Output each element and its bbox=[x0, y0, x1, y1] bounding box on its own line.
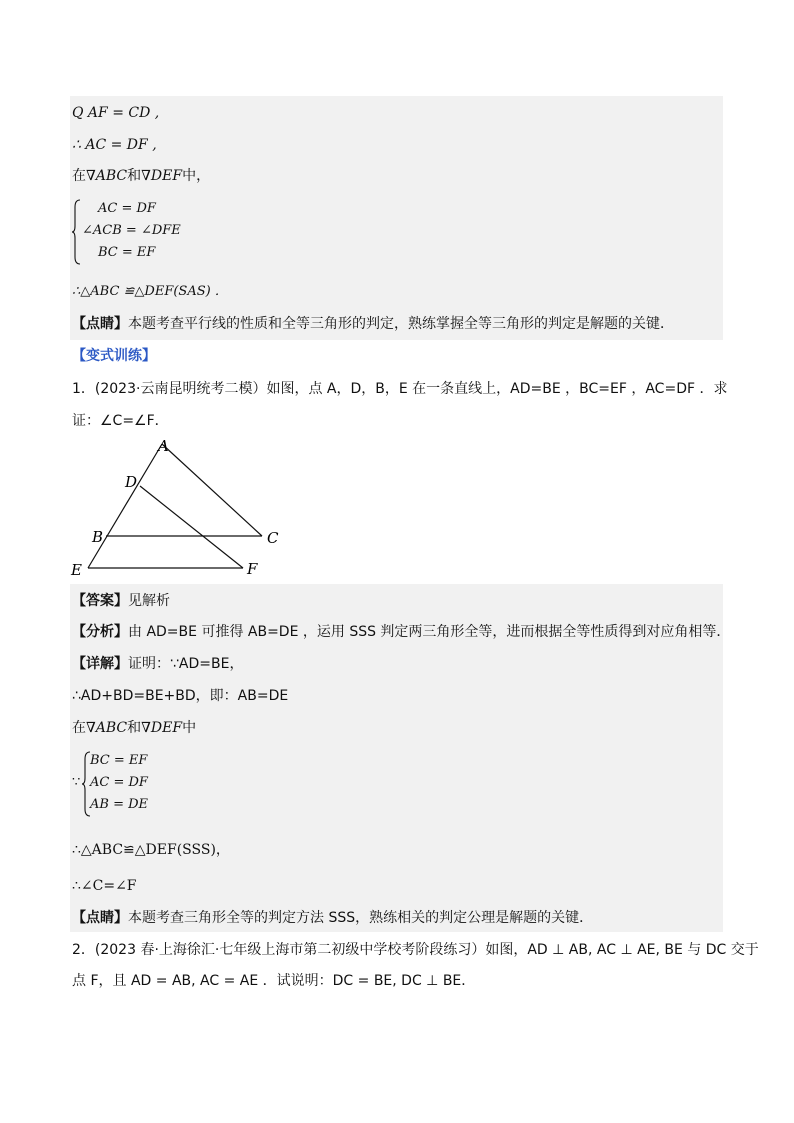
step-af-cd: Q AF = CD , bbox=[72, 105, 160, 121]
conclusion-angle: ∴∠C=∠F bbox=[72, 878, 137, 894]
q1-line2: 证：∠C=∠F． bbox=[72, 413, 169, 429]
equation-system-1 bbox=[72, 197, 272, 269]
equation-system-2 bbox=[72, 749, 272, 821]
step-ab-de: ∴AD+BD=BE+BD，即：AB=DE bbox=[72, 688, 289, 704]
q2-line1: 2．(2023 春·上海徐汇·七年级上海市第二初级中学校考阶段练习）如图，AD ⊥ AB, AC ⊥ AE, BE 与 DC 交于 bbox=[72, 942, 759, 958]
step-ac-df: ∴ AC = DF , bbox=[72, 137, 157, 153]
analysis-text: 由 AD=BE 可推得 AB=DE ，运用 SSS 判定两三角形全等，进而根据全等性质得到对应角相等． bbox=[128, 624, 731, 640]
note-1-text: 本题考查平行线的性质和全等三角形的判定，熟练掌握全等三角形的判定是解题的关键． bbox=[128, 316, 674, 332]
system2-row3: AB = DE bbox=[90, 797, 149, 812]
label-c: C bbox=[267, 529, 279, 547]
detail-line bbox=[72, 654, 722, 674]
note-2-text: 本题考查三角形全等的判定方法 SSS，熟练相关的判定公理是解题的关键． bbox=[128, 910, 594, 926]
q2-line2: 点 F，且 AD = AB, AC = AE ．试说明：DC = BE, DC ⊥ BE． bbox=[72, 973, 476, 989]
step-in-triangles-2: 在∇ABC和∇DEF中 bbox=[72, 720, 197, 736]
label-f: F bbox=[247, 560, 258, 578]
because-symbol: ∵ bbox=[72, 775, 81, 790]
brace-1 bbox=[72, 199, 82, 265]
answer-line bbox=[72, 591, 722, 611]
system1-row3: BC = EF bbox=[98, 245, 156, 260]
note-2-tag: 【点睛】 bbox=[72, 910, 128, 926]
system2-row1: BC = EF bbox=[90, 753, 148, 768]
answer-tag: 【答案】 bbox=[72, 593, 128, 609]
segment-ae bbox=[88, 444, 162, 568]
system2-row2: AC = DF bbox=[90, 775, 148, 790]
triangle-figure bbox=[68, 436, 288, 582]
conclusion-sas: ∴△ABC ≌△DEF(SAS) ． bbox=[72, 284, 228, 299]
detail-tag: 【详解】 bbox=[72, 656, 128, 672]
analysis-tag: 【分析】 bbox=[72, 624, 128, 640]
step-in-triangles: 在∇ABC和∇DEF中， bbox=[72, 168, 211, 184]
conclusion-sss: ∴△ABC≌△DEF(SSS)， bbox=[72, 842, 230, 858]
system1-row1: AC = DF bbox=[98, 201, 156, 216]
analysis-line bbox=[72, 622, 731, 642]
variant-heading: 【变式训练】 bbox=[72, 348, 156, 364]
answer-text: 见解析 bbox=[128, 593, 170, 609]
segment-ac bbox=[162, 444, 262, 536]
q1-line1: 1．(2023·云南昆明统考二模）如图，点 A，D，B，E 在一条直线上，AD=BE ，BC=EF ，AC=DF ．求 bbox=[72, 381, 728, 397]
system1-row2: ∠ACB = ∠DFE bbox=[82, 223, 181, 238]
label-e: E bbox=[71, 561, 82, 579]
note-1 bbox=[72, 314, 722, 334]
detail-text: 证明：∵AD=BE， bbox=[128, 656, 244, 672]
label-b: B bbox=[92, 528, 104, 546]
note-1-tag: 【点睛】 bbox=[72, 316, 128, 332]
label-a: A bbox=[158, 437, 169, 455]
label-d: D bbox=[125, 473, 138, 491]
note-2 bbox=[72, 908, 722, 928]
segment-df bbox=[140, 486, 243, 568]
